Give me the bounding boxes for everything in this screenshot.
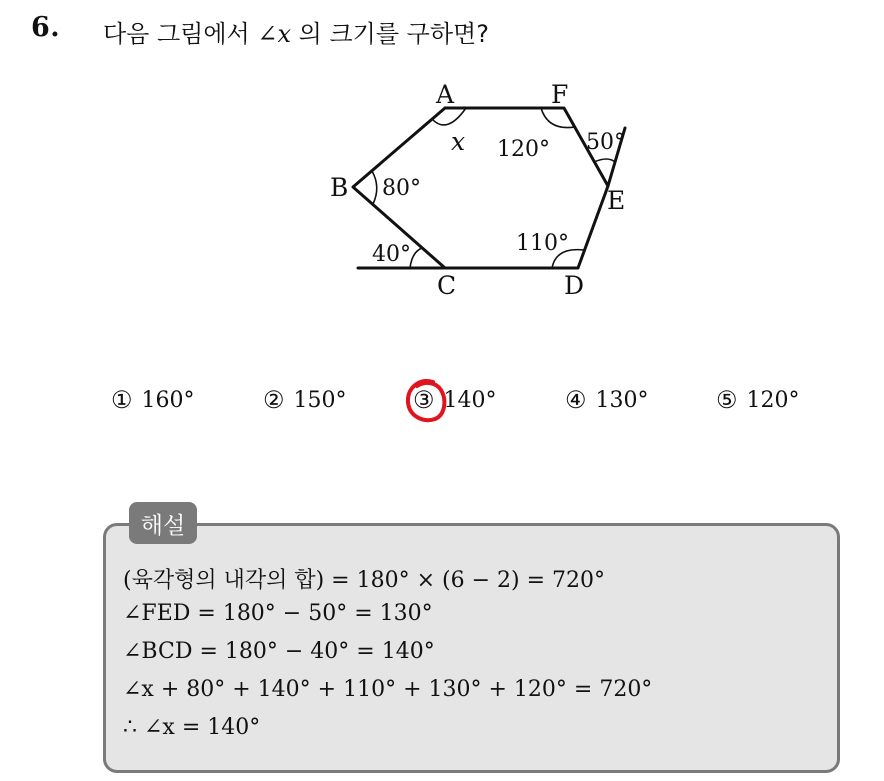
vertex-label-f: F (551, 80, 569, 109)
choice-value-3: 140° (443, 387, 497, 413)
vertex-label-b: B (330, 173, 349, 202)
choice-value-2: 150° (293, 387, 347, 413)
choice-2[interactable] (263, 386, 347, 414)
choice-mark-1: ① (111, 386, 133, 414)
angle-label-c: 40° (372, 242, 411, 267)
choice-3[interactable] (413, 386, 497, 414)
solution-line-3: ∠BCD = 180° − 40° = 140° (123, 639, 435, 664)
question-number: 6. (31, 12, 61, 43)
choice-value-4: 130° (595, 387, 649, 413)
solution-line-4: ∠x + 80° + 140° + 110° + 130° + 120° = 720° (123, 677, 653, 702)
question-angle-symbol: ∠ (257, 20, 278, 48)
question-text-before: 다음 그림에서 (103, 20, 258, 48)
choice-value-1: 160° (141, 387, 195, 413)
vertex-label-d: D (564, 271, 585, 300)
choice-mark-4: ④ (565, 386, 587, 414)
angle-label-d: 110° (516, 231, 569, 256)
vertex-label-e: E (607, 186, 626, 215)
solution-line-2: ∠FED = 180° − 50° = 130° (123, 601, 433, 626)
question-text-after: 의 크기를 구하면? (291, 20, 489, 48)
choice-mark-5: ⑤ (716, 386, 738, 414)
angle-label-f: 120° (497, 137, 550, 162)
choice-mark-2: ② (263, 386, 285, 414)
choice-5[interactable] (716, 386, 800, 414)
angle-label-x: x (451, 127, 466, 156)
vertex-label-a: A (436, 80, 455, 109)
solution-line-1: (육각형의 내각의 합) = 180° × (6 − 2) = 720° (123, 568, 605, 593)
angle-arc-c (410, 248, 422, 268)
angle-arc-b (372, 171, 377, 204)
solution-line-5: ∴ ∠x = 140° (123, 715, 261, 740)
angle-label-b: 80° (382, 176, 421, 201)
answer-choices (0, 386, 884, 426)
hexagon-figure (0, 0, 884, 320)
choice-mark-3: ③ (413, 386, 435, 414)
angle-arc-e (594, 159, 615, 162)
solution-tab: 해설 (129, 502, 197, 544)
angle-label-e: 50° (586, 130, 625, 155)
vertex-label-c: C (437, 271, 457, 300)
choice-4[interactable] (565, 386, 649, 414)
choice-1[interactable] (111, 386, 195, 414)
question-variable: x (277, 20, 292, 48)
choice-value-5: 120° (746, 387, 800, 413)
